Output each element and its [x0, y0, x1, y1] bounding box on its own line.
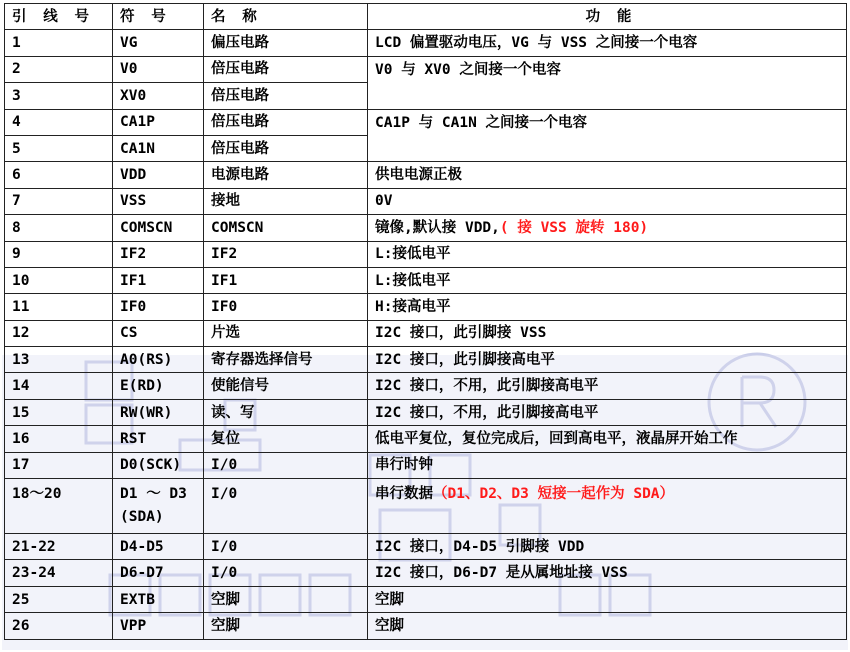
- symbol-cell: E(RD): [113, 373, 204, 399]
- name-cell: 读、写: [204, 399, 368, 425]
- function-cell: H:接高电平: [368, 294, 847, 320]
- pin-cell: 13: [5, 347, 113, 373]
- header-function: 功 能: [368, 4, 847, 30]
- function-cell: LCD 偏置驱动电压，VG 与 VSS 之间接一个电容: [368, 30, 847, 56]
- pin-cell: 17: [5, 452, 113, 478]
- pin-cell: 9: [5, 241, 113, 267]
- pin-table: [4, 3, 847, 640]
- table-row: [5, 534, 847, 560]
- pin-cell: 10: [5, 267, 113, 293]
- name-cell: IF1: [204, 267, 368, 293]
- table-row: [5, 399, 847, 425]
- table-row: [5, 162, 847, 188]
- table-row: [5, 267, 847, 293]
- name-cell: 寄存器选择信号: [204, 347, 368, 373]
- symbol-cell: VSS: [113, 188, 204, 214]
- pin-cell: 25: [5, 586, 113, 612]
- function-cell: I2C 接口，不用，此引脚接高电平: [368, 399, 847, 425]
- name-cell: 使能信号: [204, 373, 368, 399]
- header-symbol: 符 号: [113, 4, 204, 30]
- pin-cell: 6: [5, 162, 113, 188]
- name-cell: 偏压电路: [204, 30, 368, 56]
- name-cell: I/0: [204, 479, 368, 534]
- symbol-cell: COMSCN: [113, 215, 204, 241]
- symbol-cell: RST: [113, 426, 204, 452]
- pin-cell: 23-24: [5, 560, 113, 586]
- name-cell: 复位: [204, 426, 368, 452]
- table-row: [5, 320, 847, 346]
- header-name: 名 称: [204, 4, 368, 30]
- symbol-cell: D0(SCK): [113, 452, 204, 478]
- symbol-cell: D1 ～ D3 (SDA): [113, 479, 204, 534]
- symbol-cell: D6-D7: [113, 560, 204, 586]
- header-row: [5, 4, 847, 30]
- function-cell: I2C 接口，D6-D7 是从属地址接 VSS: [368, 560, 847, 586]
- function-cell: [368, 215, 847, 241]
- pin-cell: 18～20: [5, 479, 113, 534]
- symbol-cell: D4-D5: [113, 534, 204, 560]
- function-cell: I2C 接口，不用，此引脚接高电平: [368, 373, 847, 399]
- pin-cell: 8: [5, 215, 113, 241]
- function-cell: I2C 接口，此引脚接 VSS: [368, 320, 847, 346]
- pin-cell: 21-22: [5, 534, 113, 560]
- table-row: [5, 30, 847, 56]
- pin-cell: 26: [5, 613, 113, 639]
- symbol-cell: IF0: [113, 294, 204, 320]
- table-row: [5, 426, 847, 452]
- name-cell: 倍压电路: [204, 135, 368, 161]
- pin-cell: 14: [5, 373, 113, 399]
- table-row: [5, 560, 847, 586]
- name-cell: IF0: [204, 294, 368, 320]
- pin-cell: 1: [5, 30, 113, 56]
- name-cell: COMSCN: [204, 215, 368, 241]
- table-row: [5, 479, 847, 534]
- symbol-cell: CA1P: [113, 109, 204, 135]
- pin-cell: 2: [5, 56, 113, 82]
- name-cell: 倍压电路: [204, 83, 368, 109]
- symbol-cell: XV0: [113, 83, 204, 109]
- symbol-cell: V0: [113, 56, 204, 82]
- table-row: [5, 241, 847, 267]
- function-cell: 串行时钟: [368, 452, 847, 478]
- name-cell: 电源电路: [204, 162, 368, 188]
- table-row: [5, 373, 847, 399]
- pin-cell: 16: [5, 426, 113, 452]
- pin-cell: 11: [5, 294, 113, 320]
- name-cell: 倍压电路: [204, 56, 368, 82]
- symbol-cell: EXTB: [113, 586, 204, 612]
- function-note: （D1、D2、D3 短接一起作为 SDA）: [433, 486, 675, 503]
- function-cell: 0V: [368, 188, 847, 214]
- function-cell: L:接低电平: [368, 241, 847, 267]
- name-cell: 片选: [204, 320, 368, 346]
- name-cell: 空脚: [204, 613, 368, 639]
- table-row: [5, 294, 847, 320]
- table-row: [5, 452, 847, 478]
- function-cell: I2C 接口，D4-D5 引脚接 VDD: [368, 534, 847, 560]
- table-row: [5, 109, 847, 135]
- function-cell: 低电平复位，复位完成后，回到高电平，液晶屏开始工作: [368, 426, 847, 452]
- symbol-cell: RW(WR): [113, 399, 204, 425]
- function-text: 串行数据: [375, 486, 433, 503]
- pin-cell: 3: [5, 83, 113, 109]
- symbol-cell: VDD: [113, 162, 204, 188]
- symbol-cell: IF2: [113, 241, 204, 267]
- pin-cell: 4: [5, 109, 113, 135]
- function-cell: 空脚: [368, 613, 847, 639]
- function-cell: 供电电源正极: [368, 162, 847, 188]
- function-cell: L:接低电平: [368, 267, 847, 293]
- name-cell: 接地: [204, 188, 368, 214]
- function-cell: CA1P 与 CA1N 之间接一个电容: [368, 109, 847, 162]
- table-row: [5, 613, 847, 639]
- pin-cell: 12: [5, 320, 113, 346]
- table-row: [5, 347, 847, 373]
- symbol-cell: IF1: [113, 267, 204, 293]
- table-row: [5, 56, 847, 82]
- name-cell: IF2: [204, 241, 368, 267]
- name-cell: 空脚: [204, 586, 368, 612]
- name-cell: I/0: [204, 452, 368, 478]
- function-cell: I2C 接口，此引脚接高电平: [368, 347, 847, 373]
- pin-cell: 7: [5, 188, 113, 214]
- symbol-cell: CA1N: [113, 135, 204, 161]
- function-cell: V0 与 XV0 之间接一个电容: [368, 56, 847, 109]
- pin-cell: 15: [5, 399, 113, 425]
- symbol-cell: VG: [113, 30, 204, 56]
- table-row: [5, 188, 847, 214]
- symbol-cell: A0(RS): [113, 347, 204, 373]
- header-pin: 引 线 号: [5, 4, 113, 30]
- name-cell: 倍压电路: [204, 109, 368, 135]
- name-cell: I/0: [204, 560, 368, 586]
- symbol-cell: CS: [113, 320, 204, 346]
- pin-cell: 5: [5, 135, 113, 161]
- function-cell: [368, 479, 847, 534]
- name-cell: I/0: [204, 534, 368, 560]
- function-text: 镜像,默认接 VDD,: [375, 219, 500, 236]
- symbol-cell: VPP: [113, 613, 204, 639]
- function-note: ( 接 VSS 旋转 180): [499, 219, 649, 236]
- table-row: [5, 586, 847, 612]
- function-cell: 空脚: [368, 586, 847, 612]
- table-row: [5, 215, 847, 241]
